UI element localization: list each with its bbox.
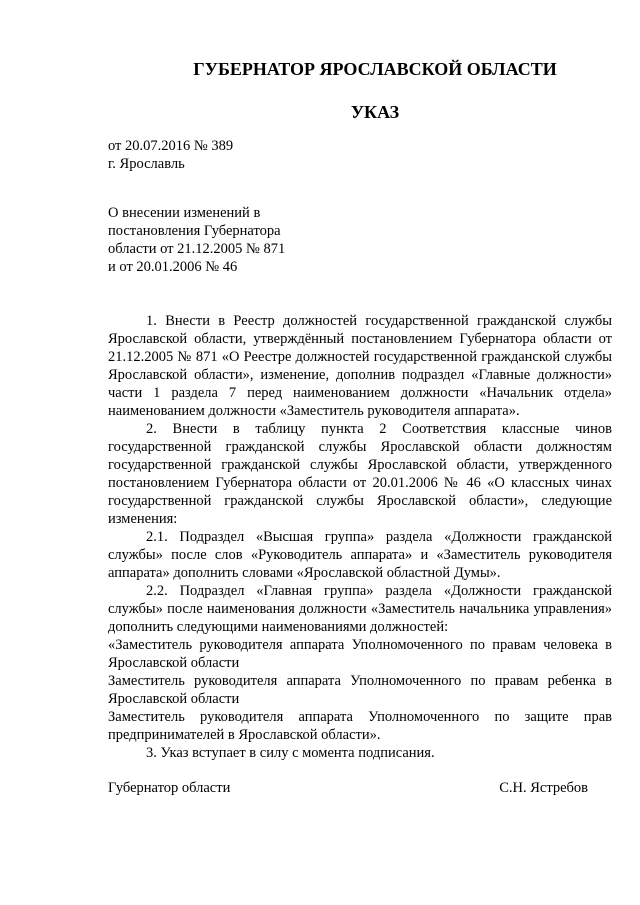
document-type: УКАЗ — [350, 102, 400, 122]
position-item: «Заместитель руководителя аппарата Уполномоченного по правам человека в Ярославской области — [108, 637, 612, 671]
subject-line: области от 21.12.2005 № 871 — [108, 241, 286, 257]
subject-line: и от 20.01.2006 № 46 — [108, 259, 238, 275]
subject-line: постановления Губернатора — [108, 223, 281, 239]
document-body — [108, 312, 612, 762]
document-meta — [108, 137, 233, 173]
paragraph-2: 2. Внести в таблицу пункта 2 Соответствия классные чинов государственной гражданской службы Ярославской области должностям государственной гражданской службы Ярославской области, утвержденного постановлением Губернатора области от 20.01.2006 № 46 «О классных чинах государственной гражданской службы Ярославской области», следующие изменения: — [108, 421, 612, 527]
document-subject — [108, 204, 348, 276]
position-item: Заместитель руководителя аппарата Уполномоченного по защите прав предпринимателей в Ярославской области». — [108, 709, 612, 743]
signer-name: С.Н. Ястребов — [499, 780, 588, 796]
subject-line: О внесении изменений в — [108, 205, 261, 221]
document-title: ГУБЕРНАТОР ЯРОСЛАВСКОЙ ОБЛАСТИ — [193, 59, 557, 79]
paragraph-1: 1. Внести в Реестр должностей государственной гражданской службы Ярославской области, утверждённый постановлением Губернатора области от 21.12.2005 № 871 «О Реестре должностей государственной гражданской службы Ярославской области», изменение, дополнив подраздел «Главные должности» части 1 раздела 7 перед наименованием должности «Начальник отдела» наименованием должности «Заместитель руководителя аппарата». — [108, 313, 612, 419]
paragraph-3: 3. Указ вступает в силу с момента подписания. — [146, 745, 435, 761]
position-item: Заместитель руководителя аппарата Уполномоченного по правам ребенка в Ярославской области — [108, 673, 612, 707]
paragraph-2-1: 2.1. Подраздел «Высшая группа» раздела «Должности гражданской службы» после слов «Руководитель аппарата» и «Заместитель руководителя аппарата» дополнить словами «Ярославской областной Думы». — [108, 529, 612, 581]
date-number: от 20.07.2016 № 389 — [108, 138, 234, 154]
signer-position: Губернатор области — [108, 780, 231, 796]
paragraph-2-2: 2.2. Подраздел «Главная группа» раздела «Должности гражданской службы» после наименования должности «Заместитель начальника управления» дополнить следующими наименованиями должностей: — [108, 583, 612, 635]
city: г. Ярославль — [108, 156, 185, 172]
